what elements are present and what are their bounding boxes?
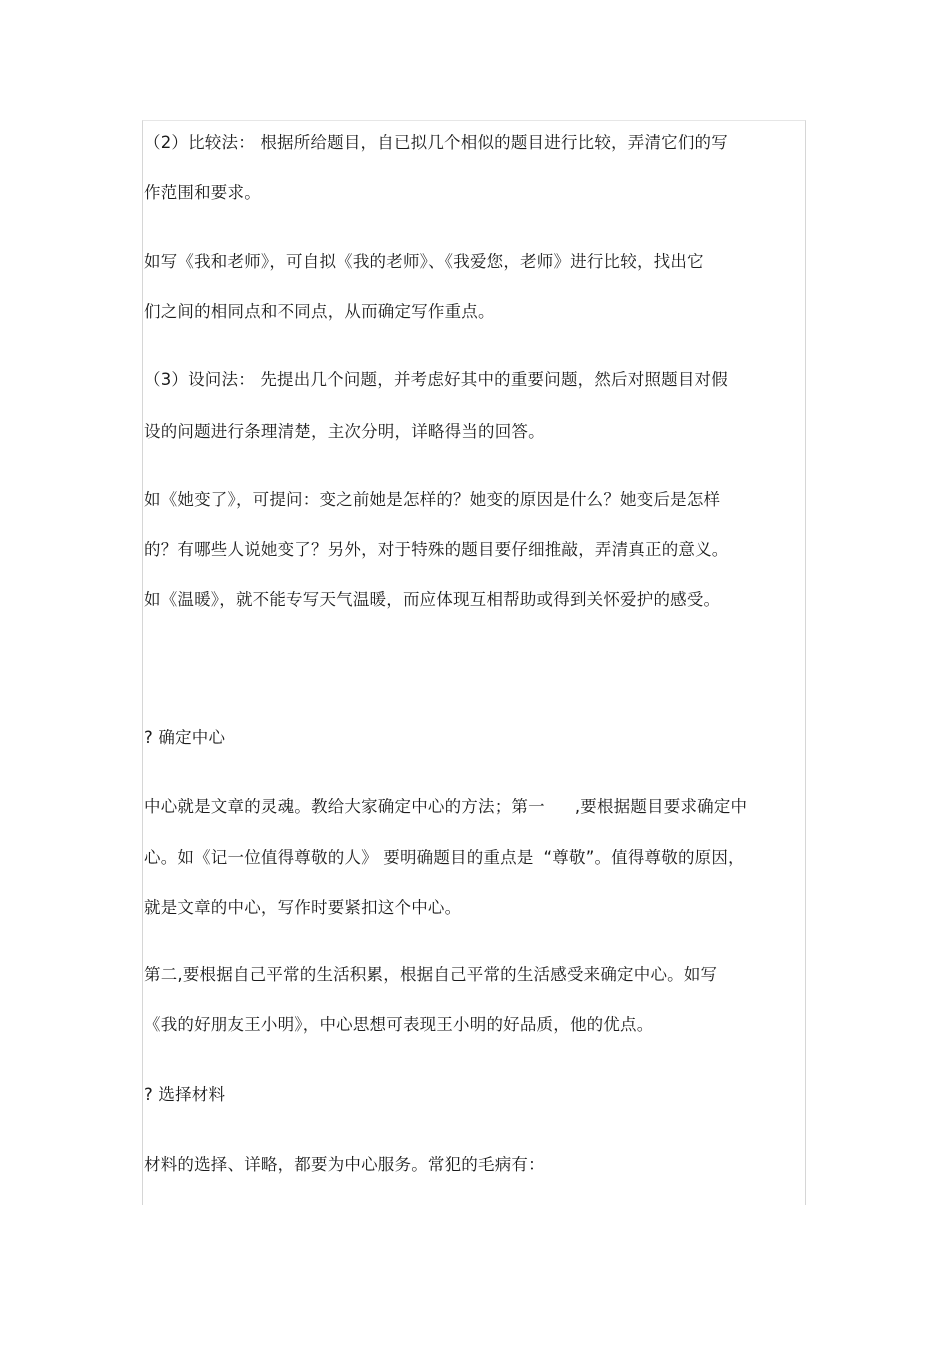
text-line: 如写《我和老师》，可自拟《我的老师》、《我爱您，老师》进行比较，找出它 <box>144 252 704 271</box>
text-line: 设的问题进行条理清楚，主次分明，详略得当的回答。 <box>144 422 545 441</box>
text-line: 材料的选择、详略，都要为中心服务。常犯的毛病有： <box>144 1155 545 1174</box>
text-segment: “尊敬”。值得尊敬的原因， <box>543 848 745 867</box>
text-line <box>144 848 745 868</box>
text-line: 如《温暖》，就不能专写天气温暖，而应体现互相帮助或得到关怀爱护的感受。 <box>144 590 721 609</box>
text-line: （3）设问法： 先提出几个问题，并考虑好其中的重要问题，然后对照题目对假 <box>144 370 728 389</box>
text-line: 们之间的相同点和不同点，从而确定写作重点。 <box>144 302 495 321</box>
section-heading: ? 选择材料 <box>144 1085 226 1104</box>
text-segment: 心。如《记一位值得尊敬的人》 要明确题目的重点是 <box>144 848 534 867</box>
text-line: 的？有哪些人说她变了？另外，对于特殊的题目要仔细推敲，弄清真正的意义。 <box>144 540 729 559</box>
text-segment: 中心就是文章的灵魂。教给大家确定中心的方法；第一 <box>144 797 545 816</box>
section-heading: ? 确定中心 <box>144 728 226 747</box>
text-line: 就是文章的中心，写作时要紧扣这个中心。 <box>144 898 462 917</box>
text-line: 如《她变了》，可提问：变之前她是怎样的？她变的原因是什么？她变后是怎样 <box>144 490 721 509</box>
text-line: 《我的好朋友王小明》，中心思想可表现王小明的好品质，他的优点。 <box>144 1015 654 1034</box>
text-line <box>144 797 747 817</box>
text-line: 第二,要根据自己平常的生活积累，根据自己平常的生活感受来确定中心。如写 <box>144 965 718 984</box>
page-frame <box>142 120 806 1205</box>
text-line: （2）比较法： 根据所给题目，自已拟几个相似的题目进行比较，弄清它们的写 <box>144 133 728 152</box>
text-line: 作范围和要求。 <box>144 183 261 202</box>
text-segment: ,要根据题目要求确定中 <box>574 797 748 816</box>
